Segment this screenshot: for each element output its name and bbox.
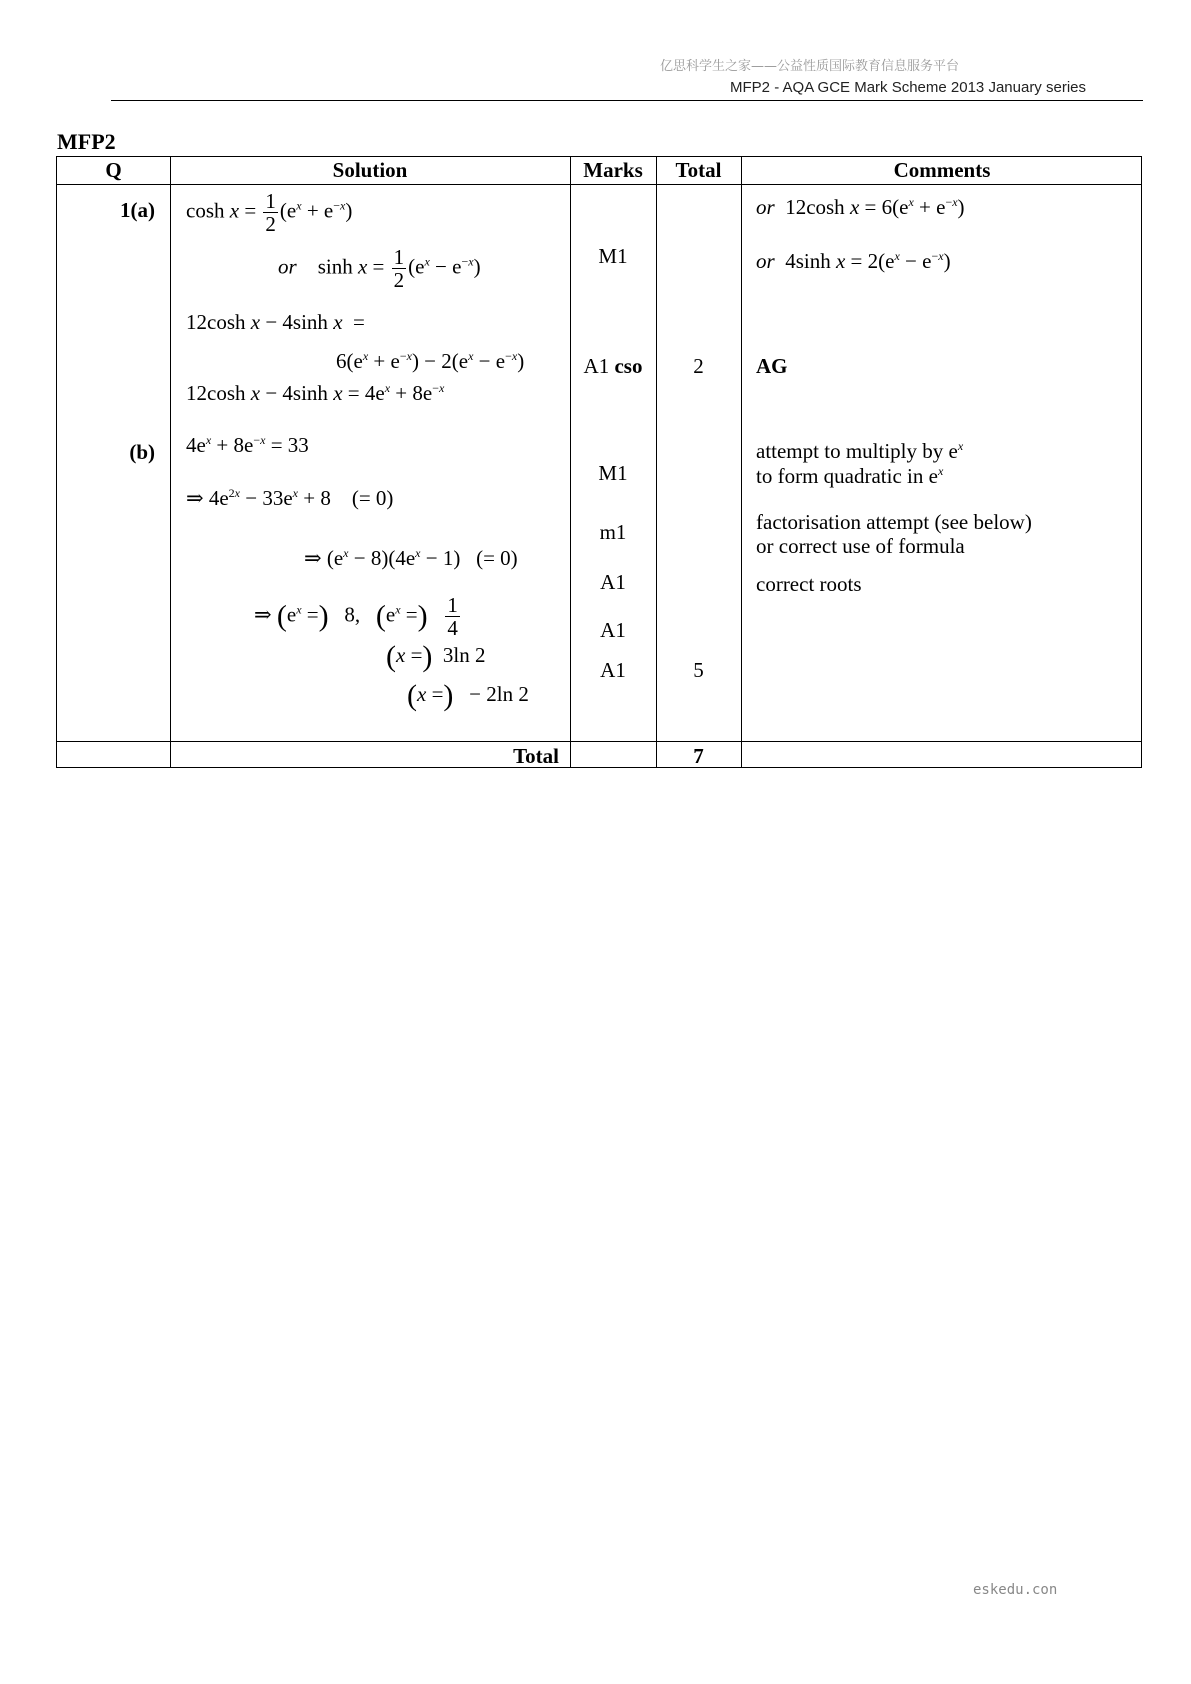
solution-cosh-definition: cosh x = $\frac{1}{2}$ $(e^x + e^{-x})$ [186,189,353,236]
mark-code: A1 [583,354,610,378]
or-label: or [756,249,775,273]
header-row-rule [57,184,1141,185]
subtotal: 5 [693,658,704,682]
comment-cosh: or 12cosh $x = 6(e^x + e^{-x})$ [756,195,965,219]
mark-qualifier: cso [614,354,643,378]
solution-roots: ⇒ ($e^x$ =) 8, ($e^x$ =) $\frac{1}{4}$ [254,593,458,640]
question-1b: (b) [129,440,155,464]
footer-watermark: eskedu.con [973,1582,1058,1598]
solution-result: 12cosh x − 4sinh $x = 4e^x + 8e^{-x}$ [186,381,445,405]
col-header-q: Q [105,158,122,182]
solution-factorisation: ⇒ $(e^x - 8)(4e^x - 1)$ (= 0) [304,546,518,570]
mark-scheme-table [56,156,1142,768]
solution-substitution: $6(e^x + e^{-x}) - 2(e^x - e^{-x})$ [336,349,525,373]
comment-formula: or correct use of formula [756,534,965,558]
col-header-total: Total [675,158,722,182]
section-title: MFP2 [57,129,116,154]
total-label: Total [513,744,559,768]
solution-sinh-definition: or sinh x = $\frac{1}{2}$ $(e^x - e^{-x})$ [278,245,481,292]
mark: A1 [600,618,626,642]
comment-quadratic-sup: x [937,464,944,478]
comment-sinh: or 4sinh $x = 2(e^x - e^{-x})$ [756,249,951,273]
comment-quadratic [756,463,943,489]
mark: A1 [600,658,626,682]
subtotal: 2 [693,354,704,378]
solution-x-value-1: (x =) 3ln 2 [386,640,486,673]
comment-ag: AG [756,354,788,378]
comment-multiply [756,438,963,464]
solution-expression: 12cosh x − 4sinh x = [186,310,365,334]
solution-quadratic: ⇒ $4e^{2x} - 33e^x + 8$ (= 0) [186,486,394,510]
document-title: MFP2 - AQA GCE Mark Scheme 2013 January series [730,79,1086,96]
question-1a: 1(a) [120,198,155,222]
col-header-comments: Comments [893,158,991,182]
site-header: 亿思科学生之家——公益性质国际教育信息服务平台 [660,59,960,74]
comment-factorisation: factorisation attempt (see below) [756,510,1032,534]
mark: M1 [598,461,628,485]
comment-multiply-text: attempt to multiply by e [756,439,958,463]
mark: M1 [598,244,628,268]
solution-equation: $4e^x + 8e^{-x} = 33$ [186,433,309,457]
or-label: or [756,195,775,219]
comment-multiply-sup: x [957,439,964,453]
mark [570,353,656,379]
header-rule [111,100,1143,101]
comment-quadratic-text: to form quadratic in e [756,464,938,488]
or-label: or [278,254,297,279]
comment-roots: correct roots [756,572,862,596]
grand-total: 7 [693,744,704,768]
mark: m1 [599,520,627,544]
column-divider [170,157,171,767]
solution-x-value-2: (x =) − 2ln 2 [407,679,529,712]
col-header-marks: Marks [583,158,643,182]
total-row-rule [57,741,1141,742]
mark: A1 [600,570,626,594]
column-divider [741,157,742,767]
col-header-solution: Solution [332,158,408,182]
